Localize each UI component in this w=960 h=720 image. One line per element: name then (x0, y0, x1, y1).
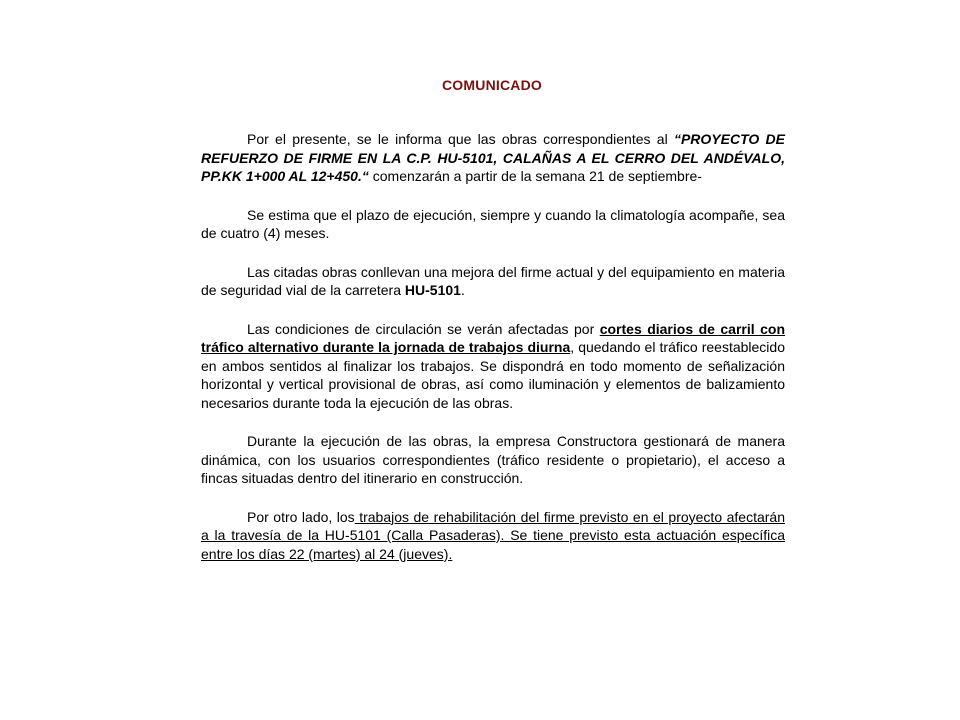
paragraph-duration (201, 206, 785, 243)
paragraph-travesia (201, 508, 785, 564)
paragraph-text: Las condiciones de circulación se verán afectadas por (247, 320, 600, 337)
traffic-cuts-highlight: cortes diarios de carril con tráfico alternativo durante la jornada de trabajos diurna (201, 320, 785, 355)
document-body (201, 130, 785, 583)
paragraph-text: , quedando el tráfico reestablecido en ambos sentidos al finalizar los trabajos. Se dispondrá en todo momento de señalización horizontal y vertical provisional de obras, así como iluminación y elementos de balizamiento necesarios durante toda la ejecución de las obras. (201, 339, 785, 411)
travesia-underlined: trabajos de rehabilitación del firme previsto en el proyecto afectarán a la travesía de la HU-5101 (Calla Pasaderas). Se tiene previsto esta actuación específica entre los días 22 (martes) al 24 (jueves). (201, 508, 785, 562)
project-name: “PROYECTO DE REFUERZO DE FIRME EN LA C.P. HU-5101, CALAÑAS A EL CERRO DEL ANDÉVALO, PP.KK 1+000 AL 12+450.“ (201, 131, 785, 184)
paragraph-text: Se estima que el plazo de ejecución, siempre y cuando la climatología acompañe, sea de cuatro (4) meses. (201, 206, 785, 241)
paragraph-access (201, 432, 785, 488)
road-code: HU-5101 (404, 282, 461, 298)
paragraph-text: Las citadas obras conllevan una mejora del firme actual y del equipamiento en materia de seguridad vial de la carretera (201, 263, 785, 298)
document-title: COMUNICADO (442, 77, 542, 93)
paragraph-text: Por otro lado, los (247, 508, 355, 525)
paragraph-start-date (201, 130, 785, 186)
paragraph-improvements (201, 263, 785, 300)
paragraph-text: comenzarán a partir de la semana 21 de septiembre- (368, 168, 702, 184)
paragraph-text: . (460, 282, 465, 298)
paragraph-text: Por el presente, se le informa que las obras correspondientes al (247, 131, 674, 147)
paragraph-text: Durante la ejecución de las obras, la empresa Constructora gestionará de manera dinámica, con los usuarios correspondientes (tráfico residente o propietario), el acceso a fincas situadas dentro del itinerario en construcción. (201, 433, 785, 486)
paragraph-traffic-conditions (201, 320, 785, 413)
